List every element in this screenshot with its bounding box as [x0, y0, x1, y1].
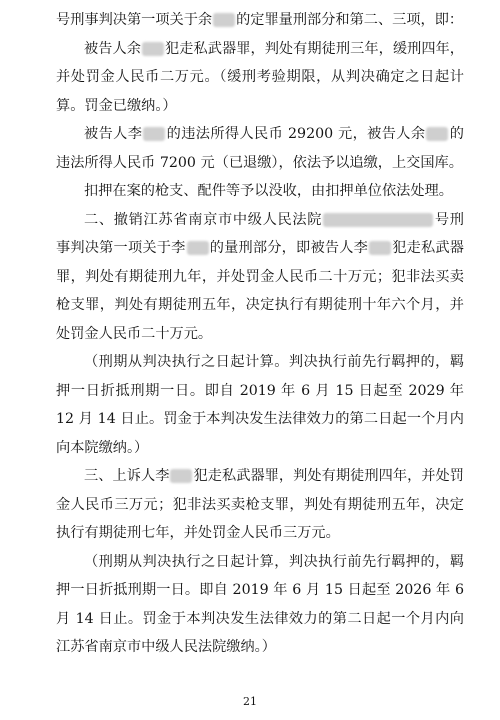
paragraph — [56, 177, 464, 206]
text-segment: 扣押在案的枪支、配件等予以没收，由扣押单位依法处理。 — [84, 183, 453, 199]
paragraph — [56, 462, 464, 548]
text-segment: 的违法所得人民币 7200 元（已退缴），依法予以追缴，上交国库。 — [56, 126, 464, 171]
paragraph — [56, 206, 464, 349]
text-segment: 被告人李 — [84, 126, 143, 142]
redaction-mark — [369, 241, 391, 255]
paragraph — [56, 35, 464, 121]
text-segment: 犯走私武器罪，判处有期徒刑九年，并处罚金人民币二十万元；犯非法买卖枪支罪，判处有期徒刑五年，决定执行有期徒刑十年六个月，并处罚金人民币二十万元。 — [56, 240, 464, 342]
text-segment: 号刑事判决第一项关于余 — [56, 12, 213, 28]
redaction-mark — [142, 42, 164, 56]
redaction-mark — [213, 13, 235, 27]
redaction-mark — [170, 469, 192, 483]
text-segment: 的量刑部分，即被告人李 — [209, 240, 369, 256]
text-segment: 的违法所得人民币 29200 元，被告人余 — [166, 126, 426, 142]
text-segment: （刑期从判决执行之日起计算，判决执行前先行羁押的，羁押一日折抵刑期一日。即自 2019 年 6 月 15 日起至 2026 年 6 月 14 日止。罚金于本判决发生法律效力的第二日起一个月内向江苏省南京市中级人民法院缴纳。） — [56, 553, 464, 655]
text-segment: 号刑事判决第一项关于李 — [56, 211, 464, 256]
text-segment: 犯走私武器罪，判处有期徒刑四年，并处罚金人民币三万元；犯非法买卖枪支罪，判处有期徒刑五年，决定执行有期徒刑七年，并处罚金人民币三万元。 — [56, 468, 464, 541]
page-number: 21 — [243, 695, 257, 708]
redaction-mark — [426, 127, 448, 141]
document-body — [56, 6, 464, 662]
text-segment: 的定罪量刑部分和第二、三项，即： — [236, 12, 464, 28]
text-segment: 犯走私武器罪，判处有期徒刑三年，缓刑四年，并处罚金人民币二万元。（缓刑考验期限，从判决确定之日起计算。罚金已缴纳。） — [56, 40, 464, 114]
redaction-mark — [187, 241, 209, 255]
redaction-mark — [323, 213, 433, 227]
paragraph — [56, 6, 464, 35]
redaction-mark — [143, 127, 165, 141]
text-segment: 二、撤销江苏省南京市中级人民法院 — [84, 211, 323, 228]
text-segment: 三、上诉人李 — [84, 468, 170, 484]
paragraph — [56, 120, 464, 177]
text-segment: （刑期从判决执行之日起计算。判决执行前先行羁押的，羁押一日折抵刑期一日。即自 2019 年 6 月 15 日起至 2029 年 12 月 14 日止。罚金于本判决发生法律效力的第二日起一个月内向本院缴纳。） — [56, 354, 464, 456]
text-segment: 被告人余 — [84, 40, 141, 57]
paragraph — [56, 548, 464, 662]
paragraph — [56, 348, 464, 462]
